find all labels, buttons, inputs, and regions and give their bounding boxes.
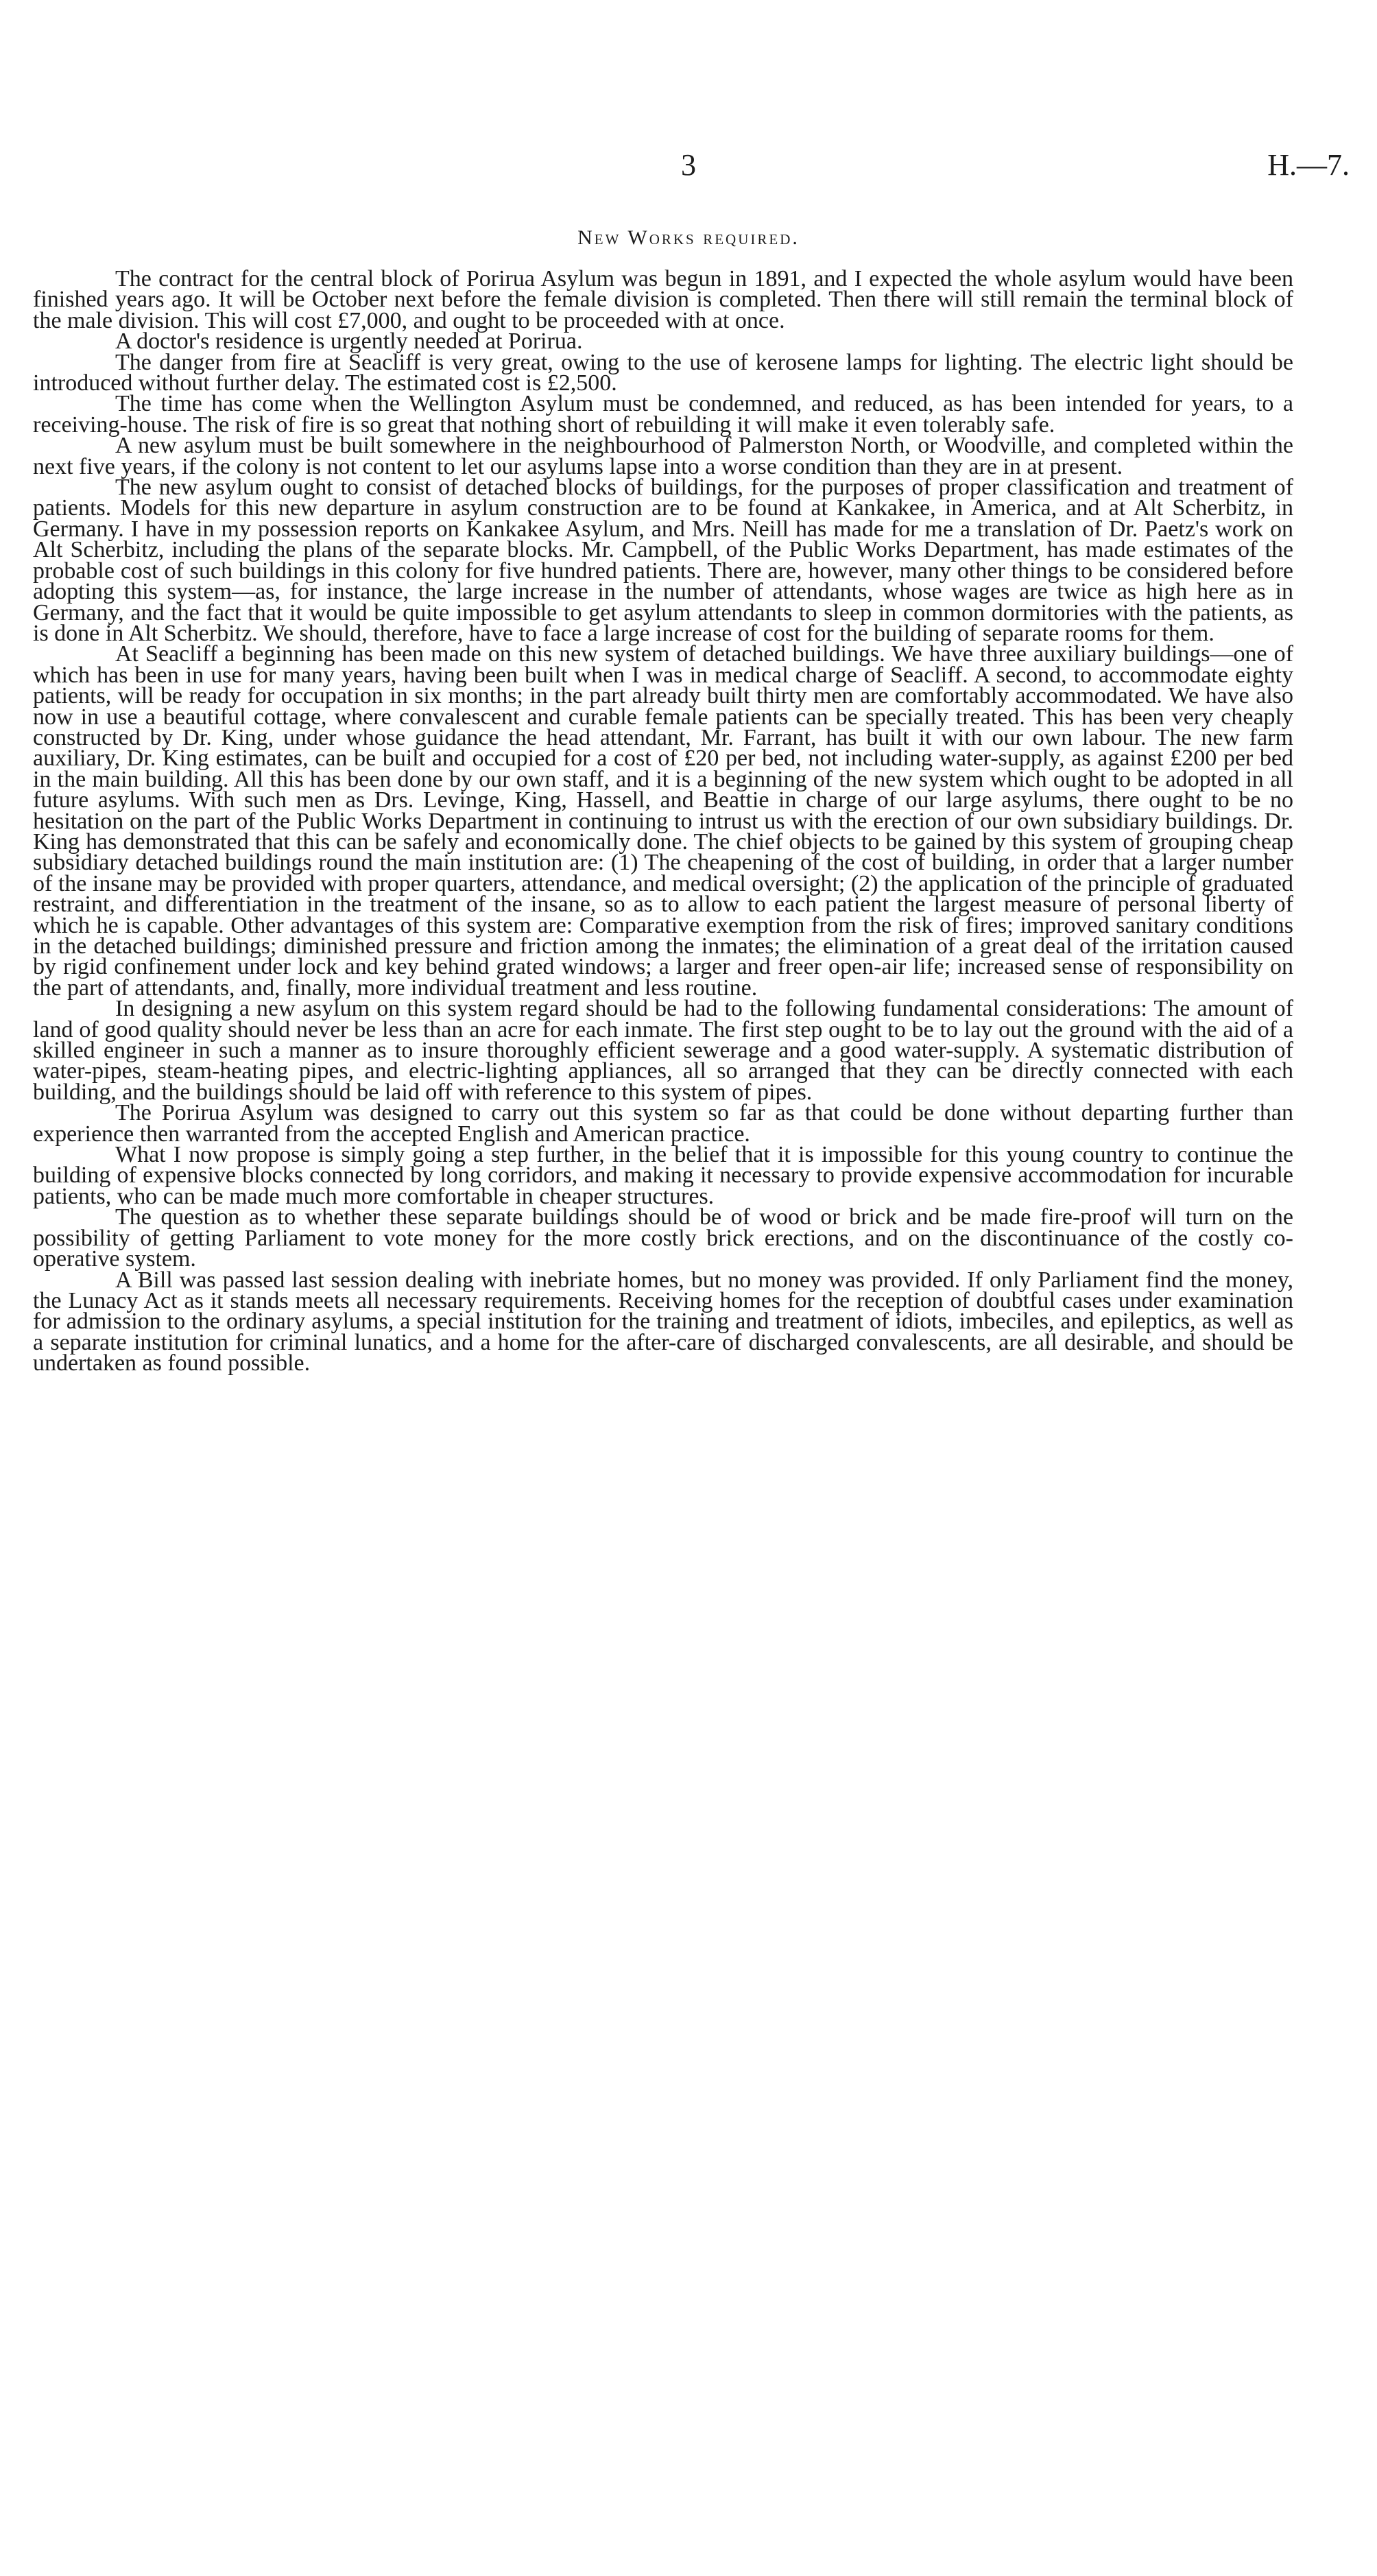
paragraph-seacliff-beginning: At Seacliff a beginning has been made on this new system of detached buildings. We have three auxiliary buildings—one of which has been in use for many years, having been built when I was in medical charge of Seacliff. A second, to accommodate eighty patients, will be ready for occupation in six months; in the part already built thirty men are comfortably accommodated. We have also now in use a beautiful cottage, where convalescent and curable female patients can be specially treated. This has been very cheaply constructed by Dr. King, under whose guidance the head attendant, Mr. Farrant, has built it with our own labour. The new farm auxiliary, Dr. King estimates, can be built and occupied for a cost of £20 per bed, not including water-supply, as against £200 per bed in the main building. All this has been done by our own staff, and it is a beginning of the new system which ought to be adopted in all future asylums. With such men as Drs. Levinge, King, Hassell, and Beattie in charge of our large asylums, there ought to be no hesitation on the part of the Public Works Department in continuing to intrust us with the erection of our own subsidiary buildings. Dr. King has demonstrated that this can be safely and economically done. The chief objects to be gained by this system of grouping cheap subsidiary detached buildings round the main institution are: (1) The cheapening of the cost of building, in order that a larger number of the insane may be provided with proper quarters, attendance, and medical oversight; (2) the application of the principle of graduated restraint, and differentiation in the treatment of the insane, so as to allow to each patient the largest measure of personal liberty of which he is capable. Other advantages of this system are: Comparative exemption from the risk of fires; improved sanitary conditions in the detached buildings; diminished pressure and friction among the inmates; the elimination of a great deal of the irritation caused by rigid confinement under lock and key behind grated windows; a larger and freer open-air life; increased sense of responsibility on the part of attendants, and, finally, more individual treatment and less routine. [33, 641, 1293, 1001]
body-text [33, 266, 1293, 1376]
paragraph-seacliff-fire: The danger from fire at Seacliff is very great, owing to the use of kerosene lamps for lighting. The electric light should be introduced without further delay. The estimated cost is £2,500. [33, 349, 1293, 396]
paragraph-inebriate-homes-bill: A Bill was passed last session dealing with inebriate homes, but no money was provided. If only Parliament find the money, the Lunacy Act as it stands meets all necessary requirements. Receiving homes for the reception of doubtful cases under examination for admission to the ordinary asylums, a special institution for the training and treatment of idiots, imbeciles, and epileptics, as well as a separate institution for criminal lunatics, and a home for the after-care of discharged convalescents, are all desirable, and should be undertaken as found possible. [33, 1267, 1293, 1376]
page-number: 3 [681, 148, 696, 182]
paragraph-design-considerations: In designing a new asylum on this system regard should be had to the following fundamental considerations: The amount of land of good quality should never be less than an acre for each inmate. The first step ought to be to lay out the ground with the aid of a skilled engineer in such a manner as to insure thoroughly efficient sewerage and a good water-supply. A systematic distribution of water-pipes, steam-heating pipes, and electric-lighting appliances, all so arranged that they can be directly connected with each building, and the buildings should be laid off with reference to this system of pipes. [33, 996, 1293, 1105]
section-heading: New Works required. [577, 226, 800, 249]
paragraph-porirua-contract: The contract for the central block of Porirua Asylum was begun in 1891, and I expected the whole asylum would have been finished years ago. It will be October next before the female division is completed. Then there will still remain the terminal block of the male division. This will cost £7,000, and ought to be proceeded with at once. [33, 266, 1293, 333]
paragraph-detached-blocks: The new asylum ought to consist of detached blocks of buildings, for the purposes of proper classification and treatment of patients. Models for this new departure in asylum construction are to be found at Kankakee, in America, and at Alt Scherbitz, in Germany. I have in my possession reports on Kankakee Asylum, and Mrs. Neill has made for me a translation of Dr. Paetz's work on Alt Scherbitz, including the plans of the separate blocks. Mr. Campbell, of the Public Works Department, has made estimates of the probable cost of such buildings in this colony for five hundred patients. There are, however, many other things to be considered before adopting this system—as, for instance, the large increase in the number of attendants, whose wages are twice as high here as in Germany, and the fact that it would be quite impossible to get asylum attendants to sleep in common dormitories with the patients, as is done in Alt Scherbitz. We should, therefore, have to face a large increase of cost for the building of separate rooms for them. [33, 475, 1293, 646]
paragraph-doctors-residence: A doctor's residence is urgently needed at Porirua. [115, 329, 583, 355]
paragraph-wood-or-brick: The question as to whether these separate buildings should be of wood or brick and be made fire-proof will turn on the possibility of getting Parliament to vote money for the more costly brick erections, and on the discontinuance of the costly co-operative system. [33, 1204, 1293, 1272]
document-reference: H.—7. [1267, 148, 1350, 182]
paragraph-proposal: What I now propose is simply going a step further, in the belief that it is impossible for this young country to continue the building of expensive blocks connected by long corridors, and making it necessary to provide expensive accommodation for incurable patients, who can be made much more comfortable in cheaper structures. [33, 1142, 1293, 1209]
paragraph-new-asylum-location: A new asylum must be built somewhere in the neighbourhood of Palmerston North, or Woodville, and completed within the next five years, if the colony is not content to let our asylums lapse into a worse condition than they are in at present. [33, 433, 1293, 479]
paragraph-porirua-design: The Porirua Asylum was designed to carry out this system so far as that could be done without departing further than experience then warranted from the accepted English and American practice. [33, 1100, 1293, 1147]
paragraph-wellington-asylum: The time has come when the Wellington Asylum must be condemned, and reduced, as has been intended for years, to a receiving-house. The risk of fire is so great that nothing short of rebuilding it will make it even tolerably safe. [33, 391, 1293, 438]
